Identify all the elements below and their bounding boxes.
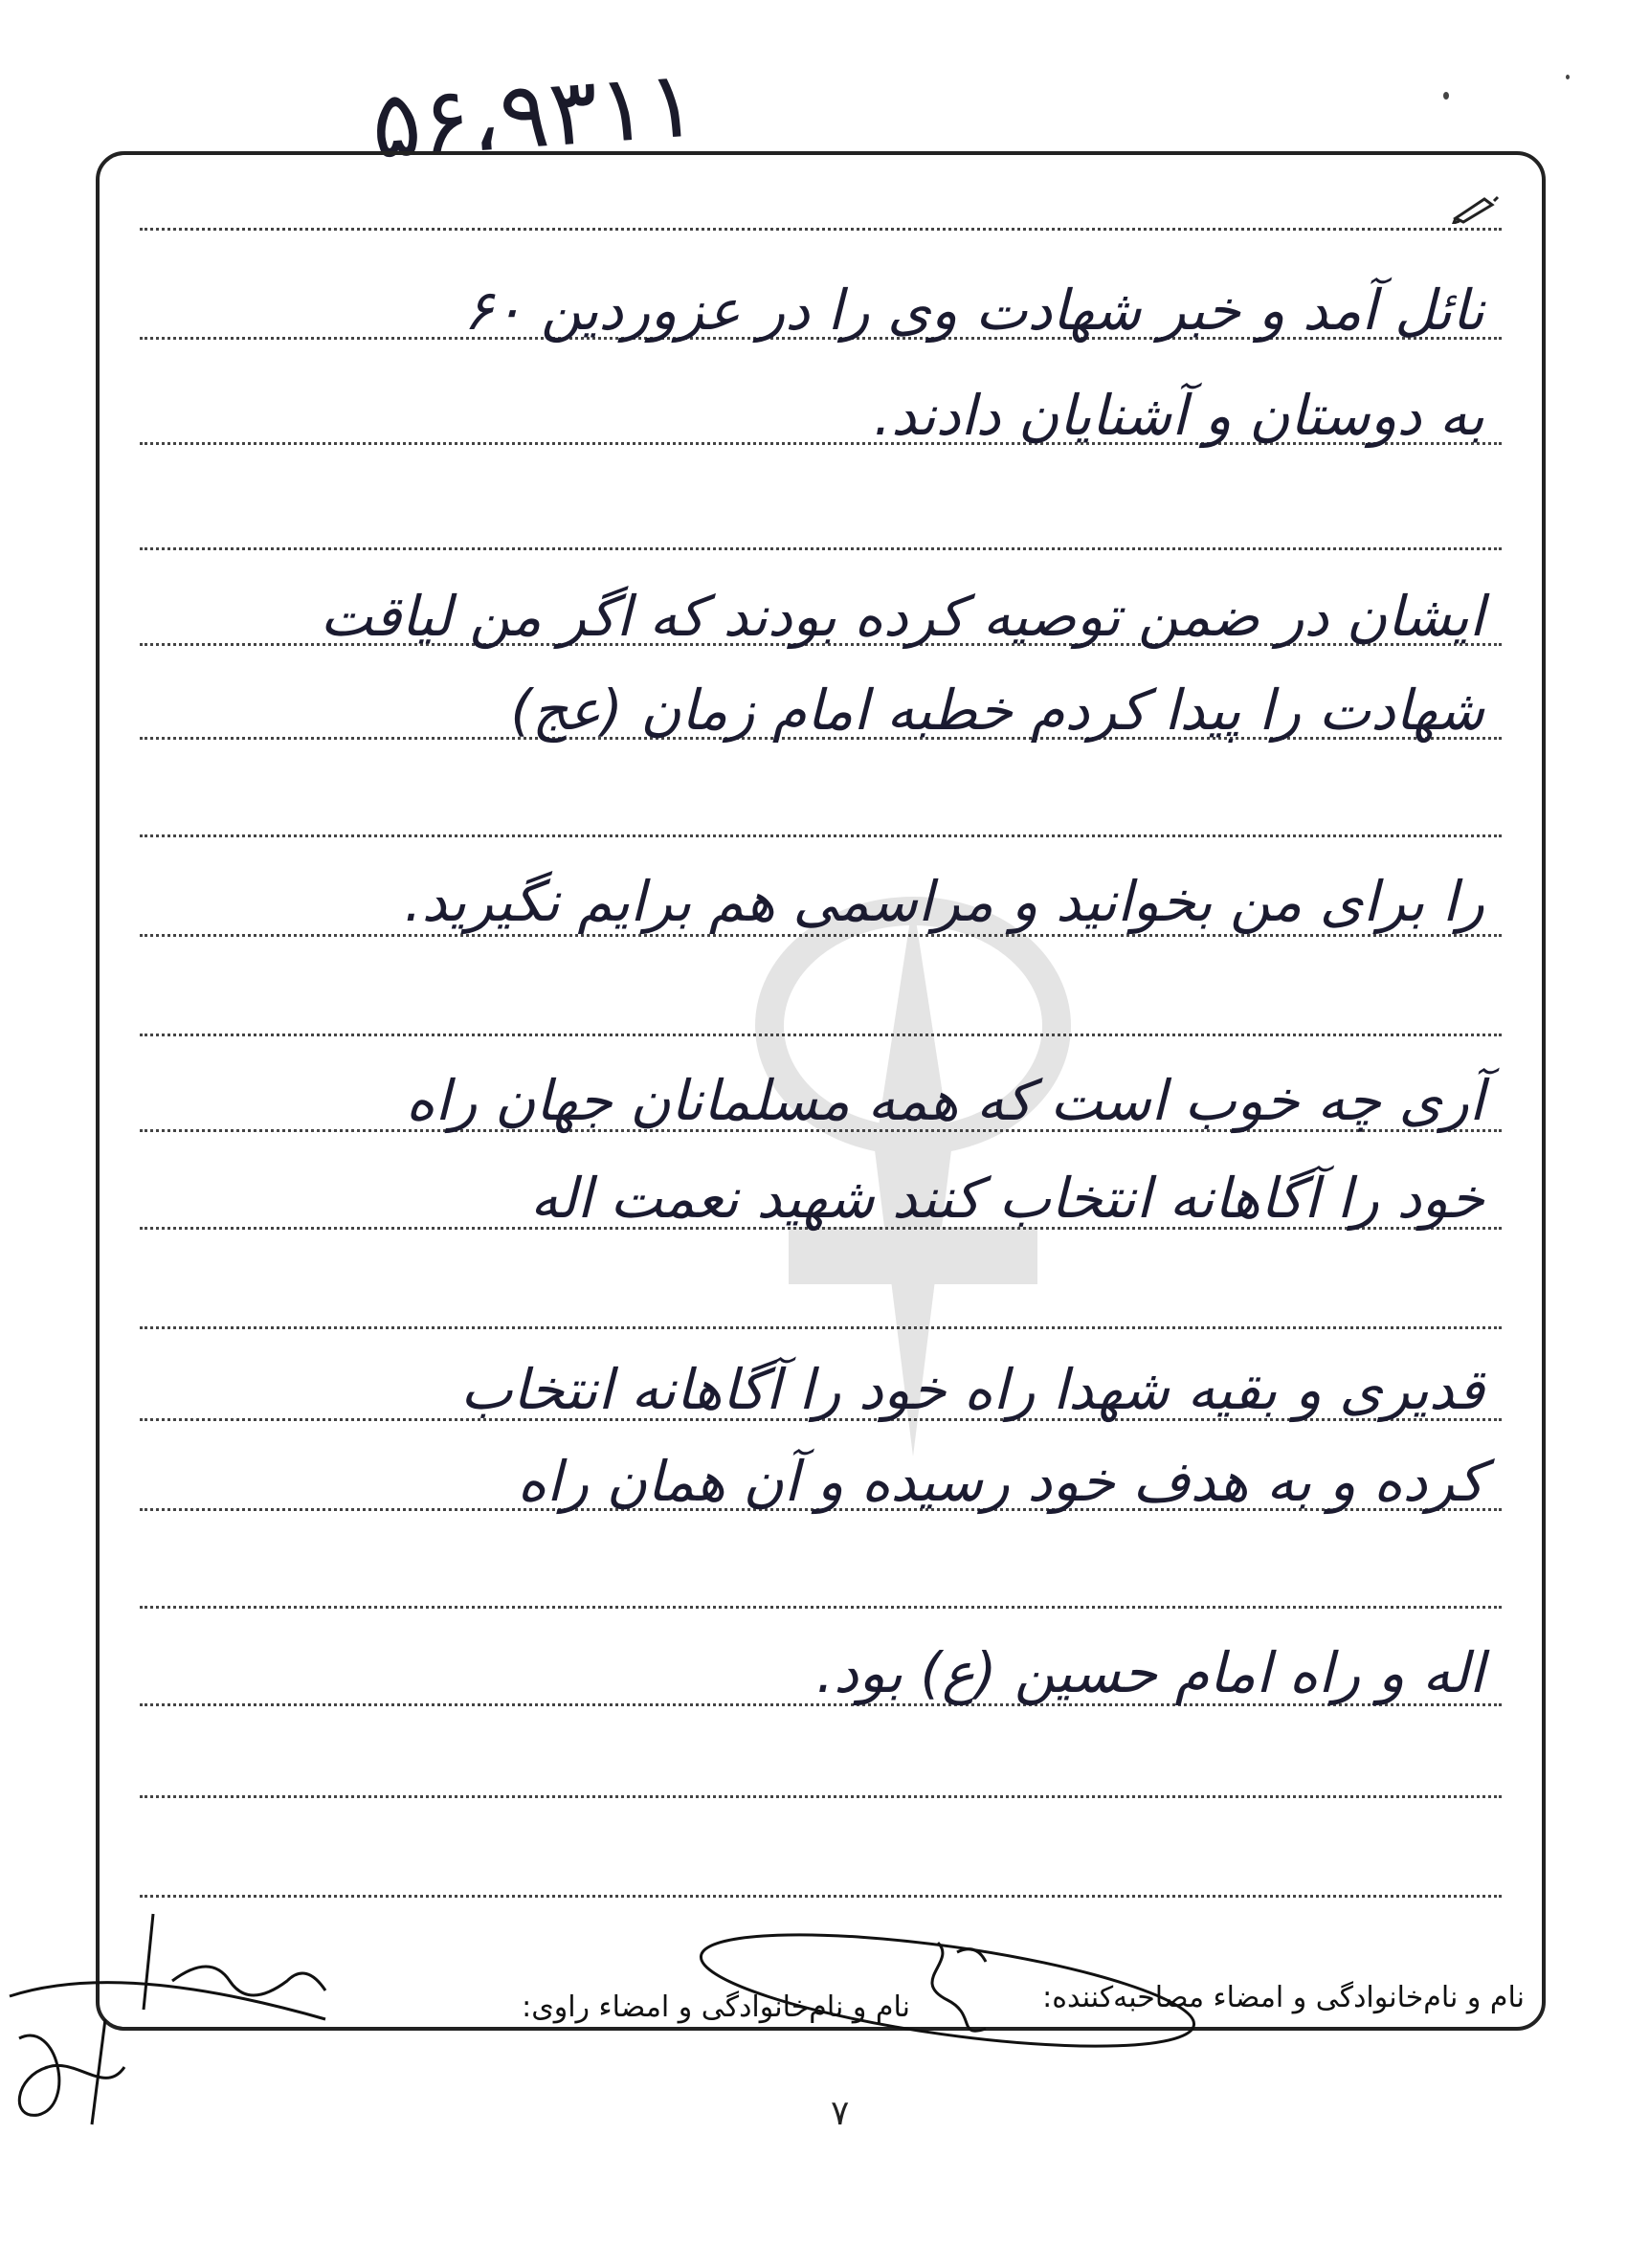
pen-icon xyxy=(1452,193,1500,224)
ruled-line xyxy=(140,547,1502,550)
handwritten-line: قدیری و بقیه شهدا راه خود را آگاهانه انتخاب xyxy=(460,1357,1484,1422)
ruled-line xyxy=(140,1895,1502,1898)
ruled-line xyxy=(140,934,1502,937)
narrator-signature xyxy=(0,1904,364,2134)
handwritten-line: به دوستان و آشنایان دادند. xyxy=(873,383,1484,448)
ruled-line xyxy=(140,1326,1502,1329)
archive-number: ۵۶،۹۳۱۱ xyxy=(368,50,701,180)
ruled-line xyxy=(140,834,1502,837)
narrator-label: نام و نام‌خانوادگی و امضاء راوی: xyxy=(522,1990,910,2024)
interviewer-signature xyxy=(670,1923,1206,2067)
ruled-line xyxy=(140,1606,1502,1609)
handwritten-line: نائل آمد و خبر شهادت وی را در عزوردین ۶۰ xyxy=(463,278,1484,343)
scan-speck xyxy=(1443,92,1449,100)
handwritten-line: خود را آگاهانه انتخاب کنند شهید نعمت اله xyxy=(529,1166,1484,1231)
scan-speck xyxy=(1566,75,1570,79)
handwritten-line: را برای من بخوانید و مراسمی هم برایم نگیرید. xyxy=(404,869,1484,934)
handwritten-line: اله و راه امام حسین (ع) بود. xyxy=(815,1640,1484,1705)
handwritten-line: کرده و به هدف خود رسیده و آن همان راه xyxy=(517,1449,1484,1514)
handwritten-line: آری چه خوب است که همه مسلمانان جهان راه xyxy=(406,1068,1484,1133)
ruled-line xyxy=(140,228,1502,231)
interview-form xyxy=(96,151,1546,2031)
ruled-line xyxy=(140,1034,1502,1036)
ruled-line xyxy=(140,1795,1502,1798)
handwritten-line: ایشان در ضمن توصیه کرده بودند که اگر من لیاقت xyxy=(320,584,1484,649)
handwritten-line: شهادت را پیدا کردم خطبه امام زمان (عج) xyxy=(510,678,1484,743)
interviewer-label: نام و نام‌خانوادگی و امضاء مصاحبه‌کننده: xyxy=(1042,1981,1525,2014)
page-number: ۷ xyxy=(831,2094,850,2133)
